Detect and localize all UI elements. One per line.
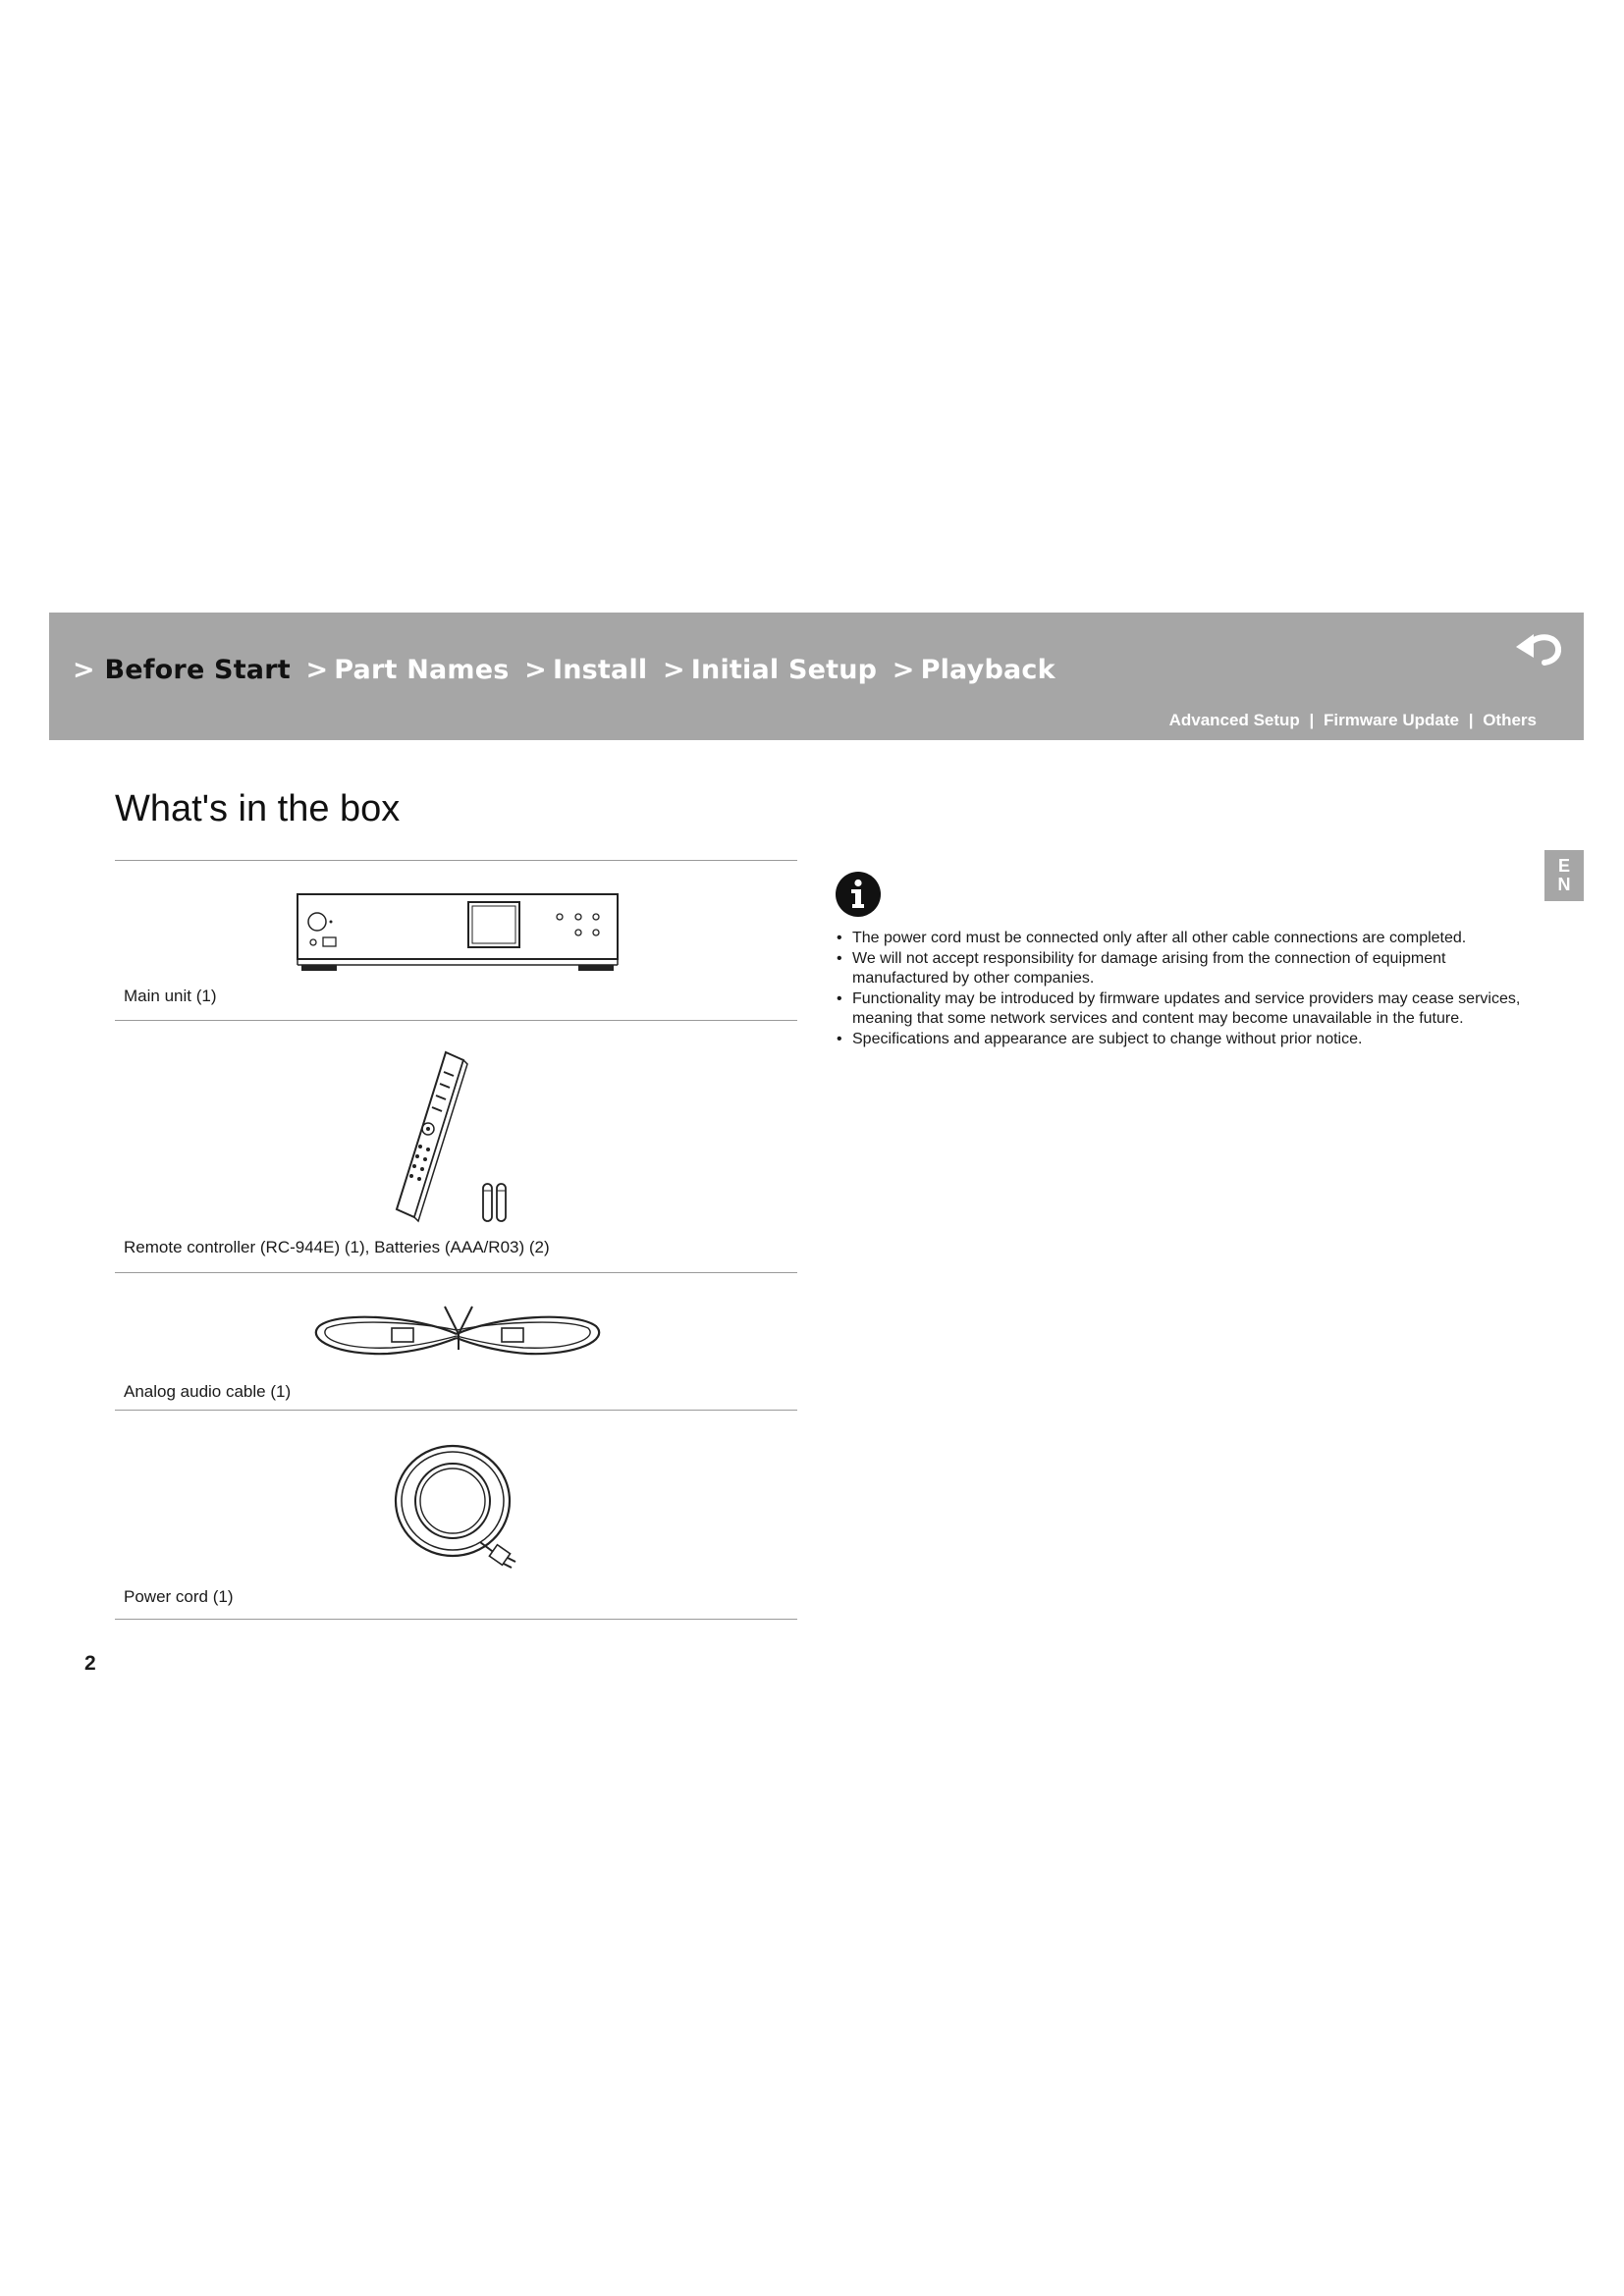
- back-button[interactable]: [1513, 624, 1566, 671]
- breadcrumb-separator: >: [524, 655, 547, 685]
- item-caption: Analog audio cable (1): [124, 1382, 292, 1401]
- link-separator: |: [1309, 711, 1315, 729]
- list-item: [115, 860, 797, 1020]
- breadcrumb: [73, 655, 1056, 685]
- list-item: [115, 1410, 797, 1620]
- breadcrumb-part-names[interactable]: Part Names: [334, 655, 510, 685]
- list-item: [115, 1020, 797, 1272]
- note-item: • Specifications and appearance are subject to change without prior notice.: [837, 1030, 1524, 1050]
- main-unit-illustration: [294, 888, 622, 973]
- note-item: • We will not accept responsibility for damage arising from the connection of equipment manufactured by other companies.: [837, 949, 1524, 989]
- note-item: • Functionality may be introduced by firmware updates and service providers may cease services, meaning that some network services and content may become unavailable in the future.: [837, 989, 1524, 1030]
- power-cord-illustration: [392, 1444, 523, 1572]
- box-items-list: [115, 860, 797, 1620]
- notes-list: [837, 929, 1524, 1049]
- language-tab-letter: N: [1557, 875, 1571, 894]
- item-caption: Power cord (1): [124, 1587, 234, 1606]
- link-firmware-update[interactable]: Firmware Update: [1324, 711, 1459, 729]
- breadcrumb-playback[interactable]: Playback: [920, 655, 1056, 685]
- remote-controller-illustration: [385, 1050, 532, 1247]
- language-tab[interactable]: [1544, 850, 1584, 901]
- list-item: [115, 1272, 797, 1410]
- note-item: • The power cord must be connected only after all other cable connections are completed.: [837, 929, 1524, 949]
- link-advanced-setup[interactable]: Advanced Setup: [1168, 711, 1300, 729]
- link-separator: |: [1468, 711, 1474, 729]
- link-others[interactable]: Others: [1483, 711, 1537, 729]
- language-tab-letter: E: [1557, 856, 1570, 876]
- breadcrumb-install[interactable]: Install: [552, 655, 648, 685]
- breadcrumb-separator: >: [305, 655, 329, 685]
- breadcrumb-separator: >: [73, 655, 95, 685]
- back-arrow-icon: [1513, 624, 1566, 671]
- page-title: What's in the box: [115, 788, 401, 830]
- audio-cable-illustration: [309, 1299, 609, 1367]
- breadcrumb-initial-setup[interactable]: Initial Setup: [690, 655, 878, 685]
- info-icon: [835, 871, 882, 918]
- secondary-nav: [1169, 711, 1537, 730]
- page-number: 2: [84, 1652, 96, 1675]
- item-caption: Main unit (1): [124, 987, 217, 1005]
- header-bar: [49, 613, 1584, 740]
- breadcrumb-separator: >: [662, 655, 685, 685]
- breadcrumb-separator: >: [892, 655, 915, 685]
- breadcrumb-before-start[interactable]: Before Start: [104, 655, 291, 685]
- item-caption: Remote controller (RC-944E) (1), Batteries (AAA/R03) (2): [124, 1238, 550, 1256]
